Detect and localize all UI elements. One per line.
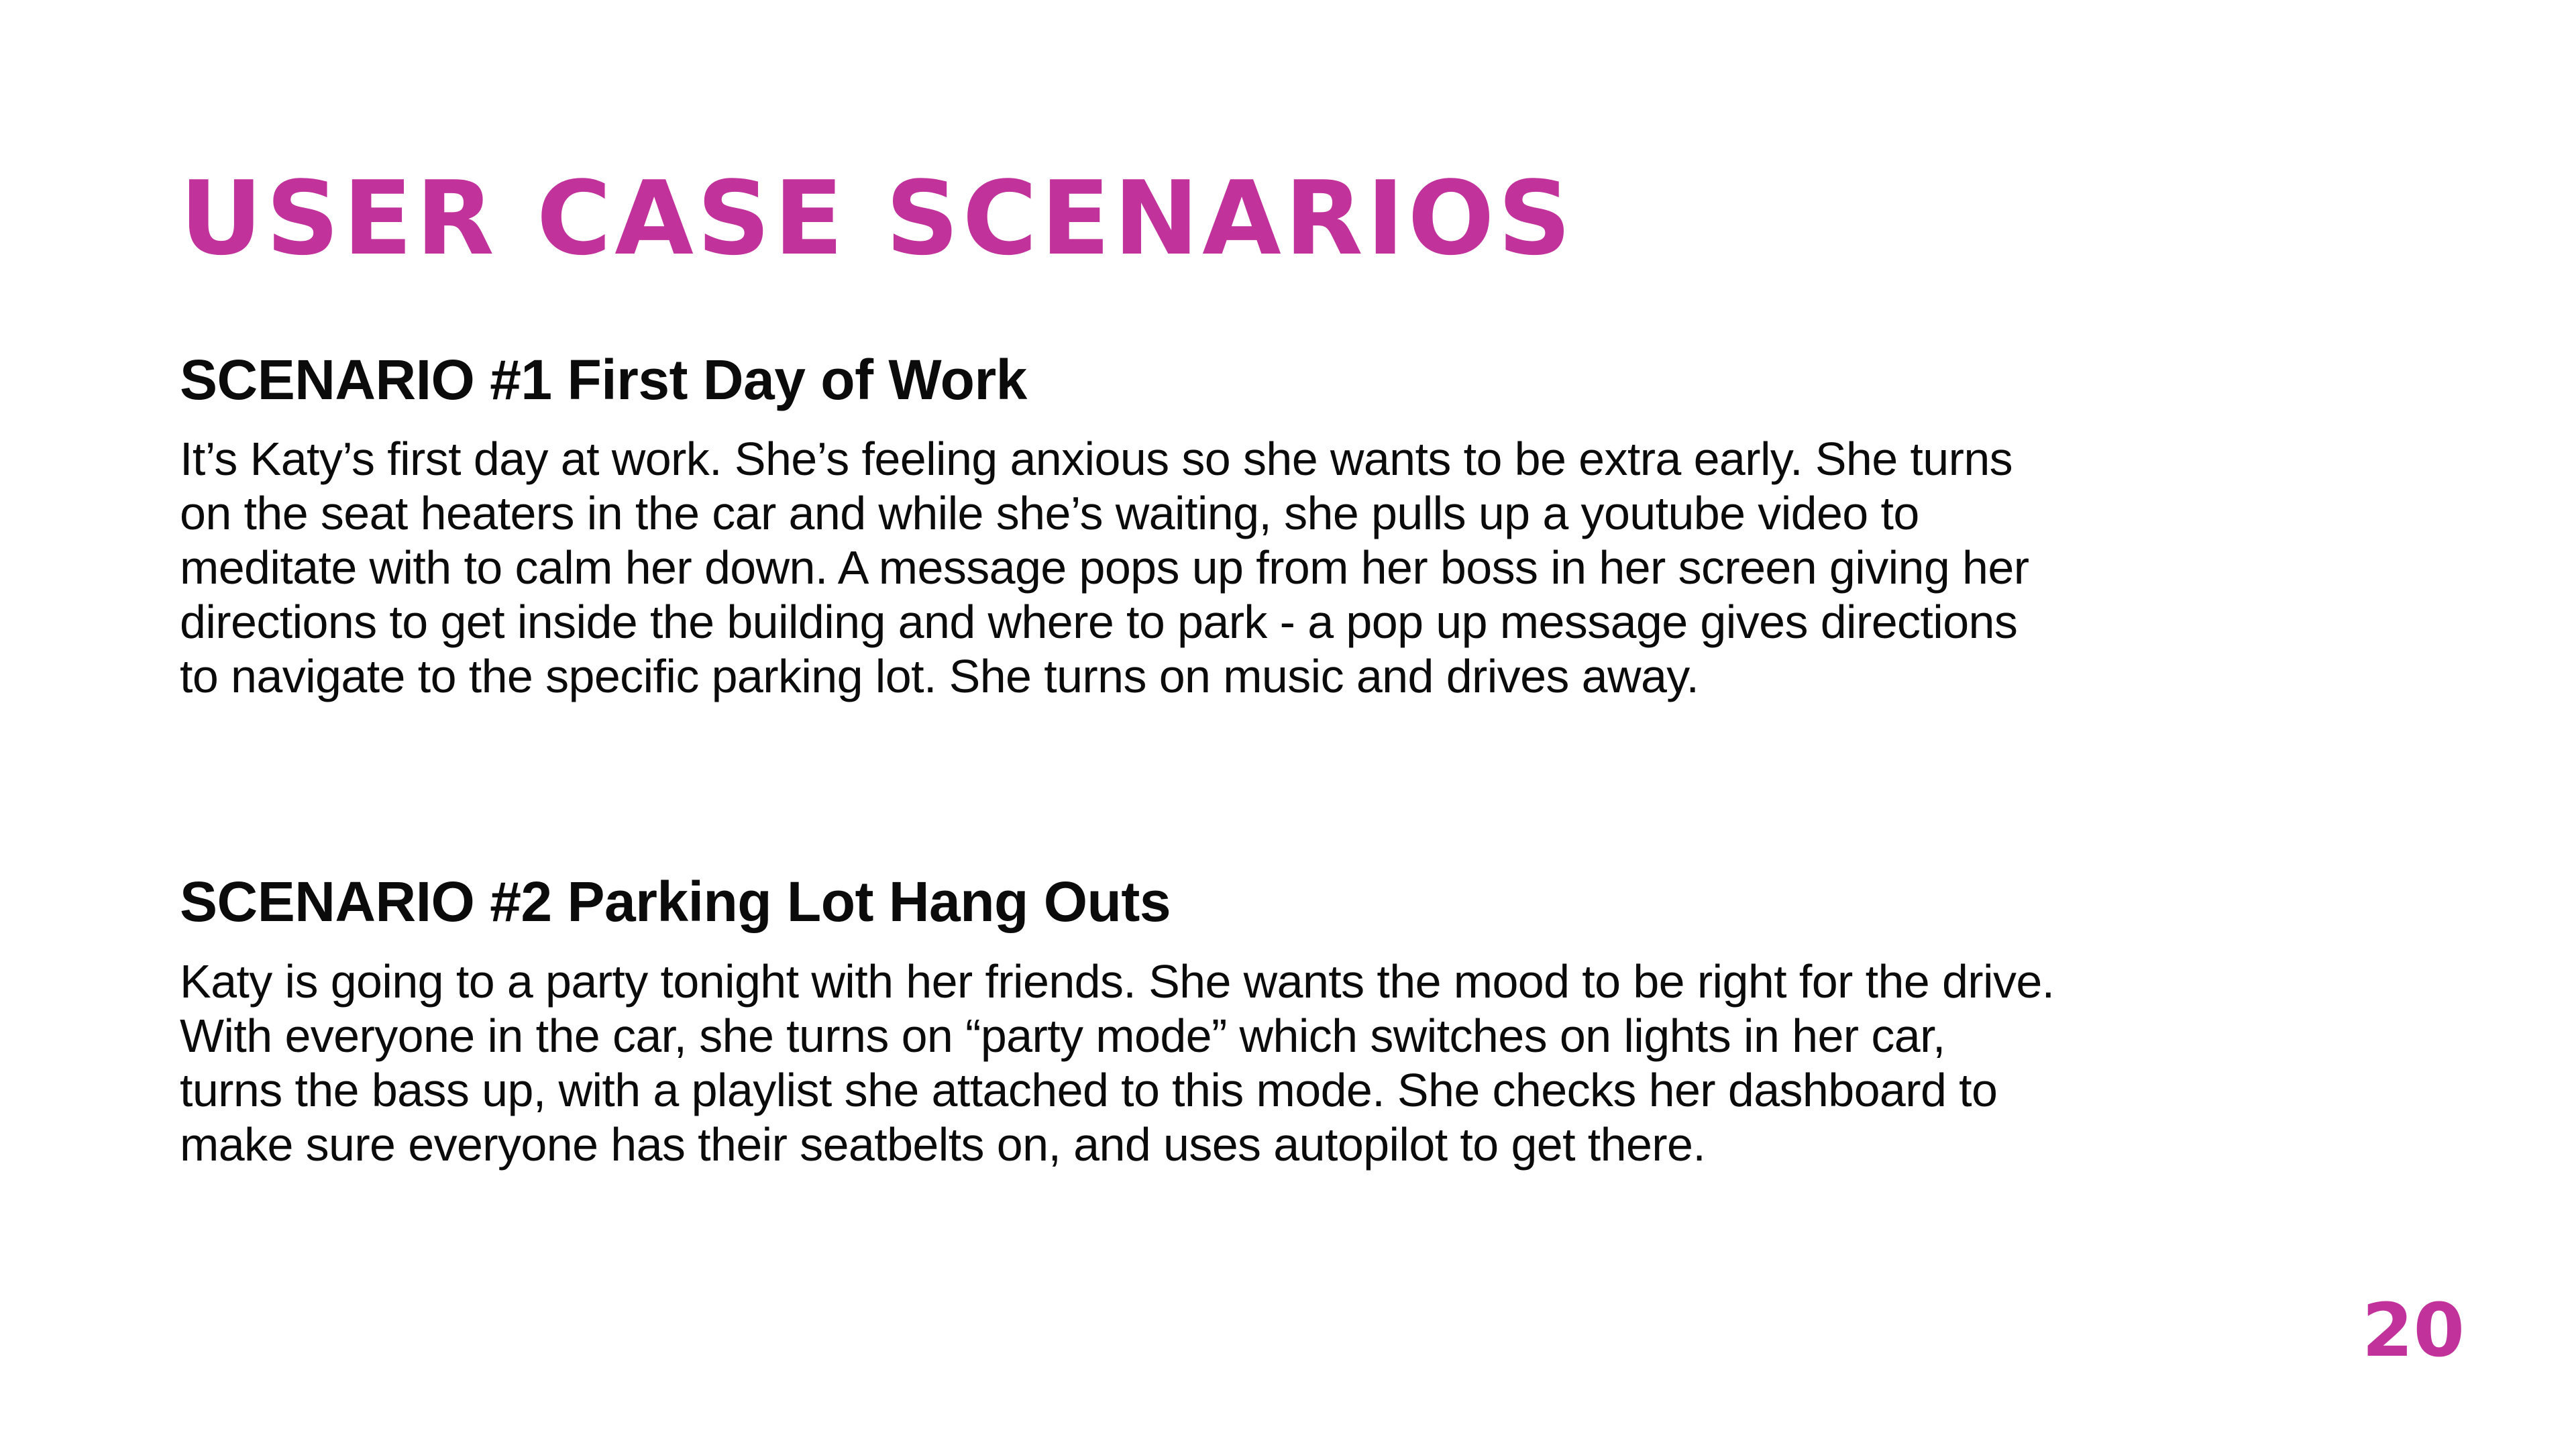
scenario-2-line: turns the bass up, with a playlist she attached to this mode. She checks her dashboard to <box>180 1064 1998 1116</box>
scenario-1-heading: SCENARIO #1 First Day of Work <box>180 348 1027 411</box>
scenario-1-line: It’s Katy’s first day at work. She’s feeling anxious so she wants to be extra early. She turns <box>180 433 2013 485</box>
page-number: 20 <box>2361 1287 2465 1373</box>
scenario-1-line: on the seat heaters in the car and while she’s waiting, she pulls up a youtube video to <box>180 487 1919 539</box>
scenario-2-line: Katy is going to a party tonight with her friends. She wants the mood to be right for the drive. <box>180 955 2055 1008</box>
scenario-1-line: directions to get inside the building and where to park - a pop up message gives directions <box>180 596 2018 648</box>
scenario-2-heading: SCENARIO #2 Parking Lot Hang Outs <box>180 870 1171 933</box>
scenario-2-line: make sure everyone has their seatbelts on, and uses autopilot to get there. <box>180 1118 1706 1171</box>
scenario-1-line: meditate with to calm her down. A message pops up from her boss in her screen giving her <box>180 541 2029 594</box>
scenario-2-line: With everyone in the car, she turns on “party mode” which switches on lights in her car, <box>180 1010 1945 1062</box>
scenario-2-description <box>180 955 2434 1172</box>
slide-title: USER CASE SCENARIOS <box>180 159 1575 278</box>
scenario-1-line: to navigate to the specific parking lot. She turns on music and drives away. <box>180 650 1699 702</box>
scenario-1-description <box>180 432 2434 704</box>
